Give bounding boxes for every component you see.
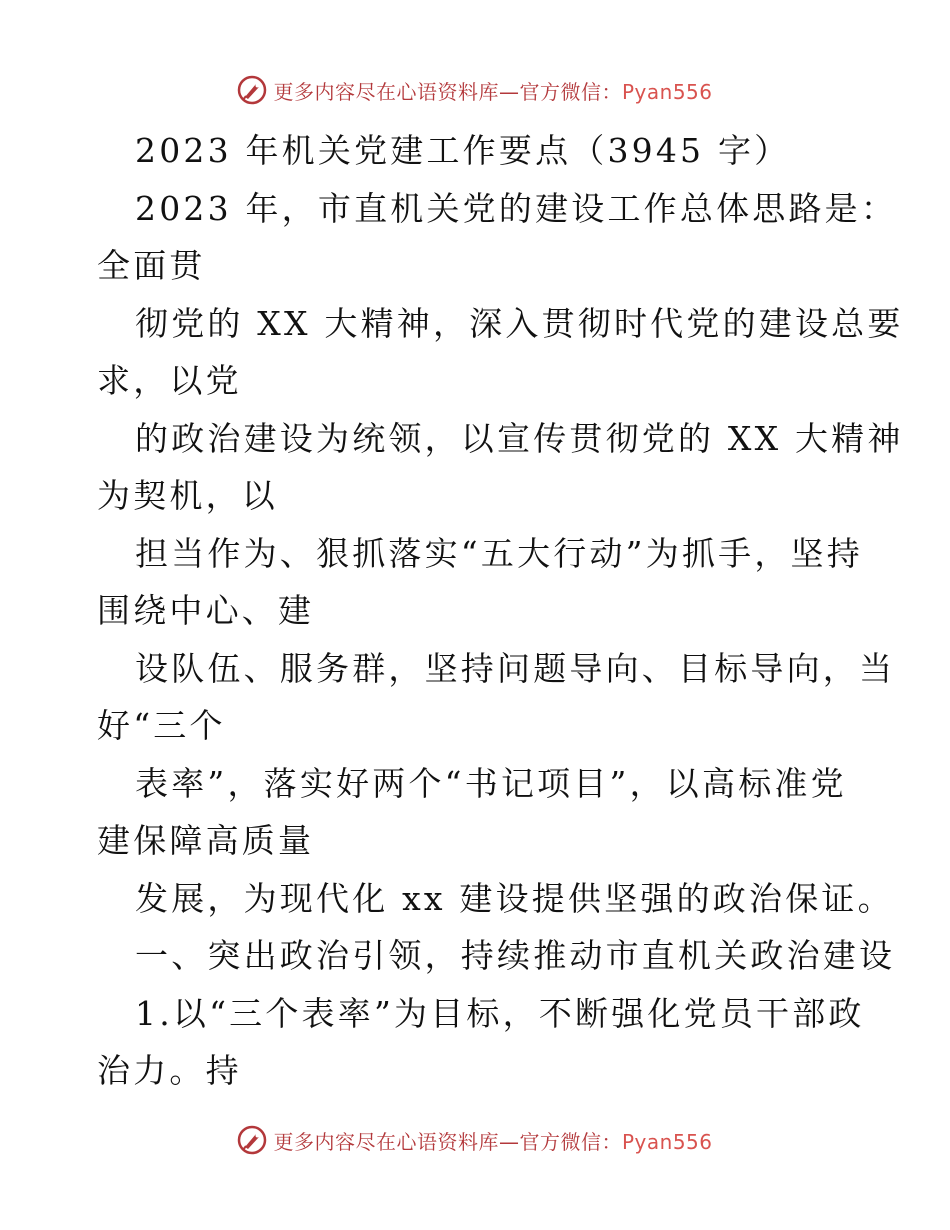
text-line: 担当作为、狠抓落实“五大行动”为抓手，坚持 [135, 533, 863, 573]
document-title: 2023 年机关党建工作要点（3945 字） [135, 131, 791, 170]
text-line: 设队伍、服务群，坚持问题导向、目标导向，当 [135, 648, 896, 688]
section-heading: 一、突出政治引领，持续推动市直机关政治建设 [135, 936, 896, 975]
text-line: 表率”，落实好两个“书记项目”，以高标准党 [135, 763, 847, 803]
text-line: 1.以“三个表率”为目标，不断强化党员干部政 [135, 993, 865, 1033]
pen-nib-logo-icon [237, 75, 267, 105]
header-watermark [0, 70, 950, 110]
text-line: 发展，为现代化 xx 建设提供坚强的政治保证。 [135, 878, 894, 918]
text-line: 求，以党 [97, 361, 242, 400]
pen-nib-logo-icon [237, 1125, 267, 1155]
text-line: 彻党的 XX 大精神，深入贯彻时代党的建设总要 [135, 303, 904, 343]
watermark-text: 更多内容尽在心语资料库—官方微信：Pyan556 [273, 1129, 713, 1154]
text-line: 围绕中心、建 [97, 591, 315, 630]
text-line: 建保障高质量 [97, 821, 315, 860]
text-line: 好“三个 [97, 706, 226, 745]
text-line: 为契机，以 [97, 476, 278, 515]
text-line: 治力。持 [97, 1051, 242, 1090]
text-line: 2023 年，市直机关党的建设工作总体思路是： [135, 188, 898, 228]
text-line: 的政治建设为统领，以宣传贯彻党的 XX 大精神 [135, 418, 904, 458]
document-body [97, 122, 904, 1100]
footer-watermark [0, 1120, 950, 1160]
watermark-text: 更多内容尽在心语资料库—官方微信：Pyan556 [273, 79, 713, 104]
text-line: 全面贯 [97, 246, 206, 285]
